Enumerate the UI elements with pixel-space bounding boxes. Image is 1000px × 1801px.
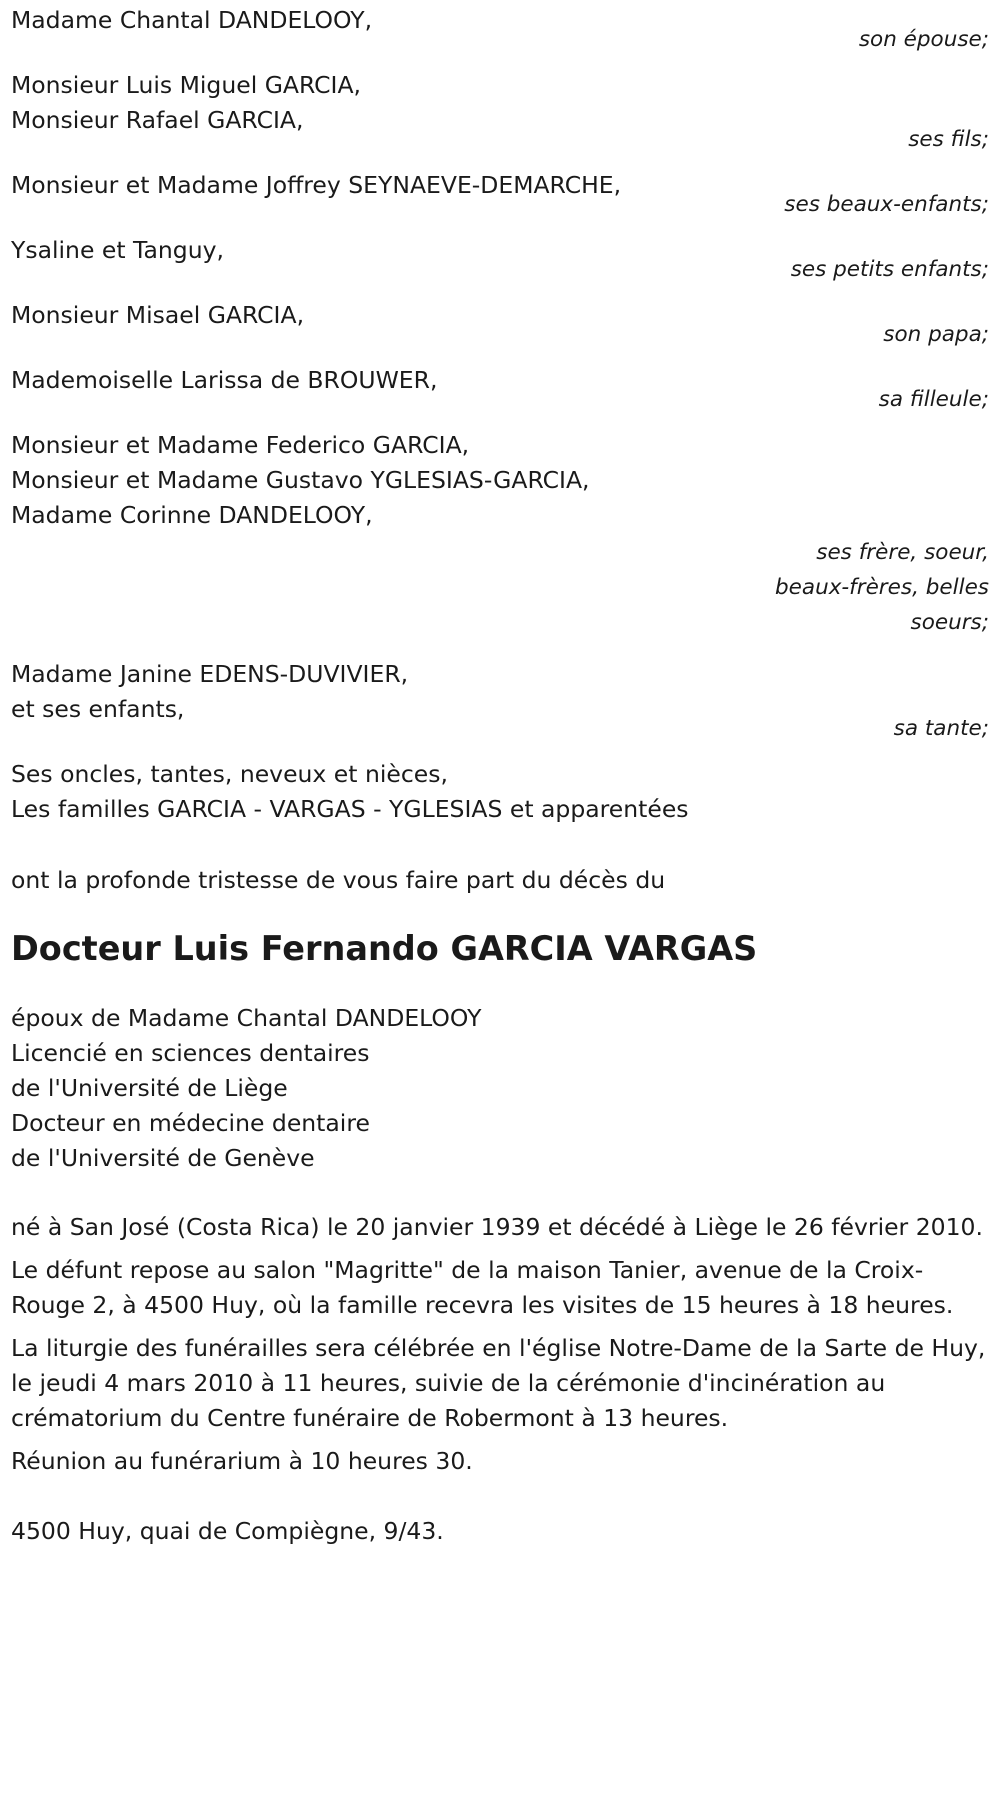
relation-label: ses beaux-enfants;: [784, 192, 989, 217]
title-line: époux de Madame Chantal DANDELOOY: [11, 1004, 482, 1032]
funeral-paragraph: La liturgie des funérailles sera célébrée en l'église Notre-Dame de la Sarte de Huy, le jeudi 4 mars 2010 à 11 heures, suivie de la cérémonie d'incinération au crématorium du Centre funéraire de Robermont à 13 heures.: [11, 1334, 986, 1432]
relation-label: ses petits enfants;: [790, 257, 989, 282]
extended-family-line: Les familles GARCIA - VARGAS - YGLESIAS et apparentées: [11, 795, 689, 823]
extended-family-line: Ses oncles, tantes, neveux et nièces,: [11, 760, 448, 788]
family-name: Ysaline et Tanguy,: [11, 236, 224, 264]
family-name: Monsieur Luis Miguel GARCIA,: [11, 71, 362, 99]
family-group-in-laws-children: [11, 165, 989, 225]
relation-label: son papa;: [883, 322, 989, 347]
family-name: Madame Chantal DANDELOOY,: [11, 6, 373, 34]
family-group-father: [11, 295, 989, 355]
relation-label: ses fils;: [908, 127, 989, 152]
family-group-siblings: [11, 425, 989, 643]
family-name: Monsieur et Madame Joffrey SEYNAEVE-DEMARCHE,: [11, 171, 622, 199]
family-name: Monsieur Misael GARCIA,: [11, 301, 305, 329]
family-group-goddaughter: [11, 360, 989, 420]
gathering-paragraph: Réunion au funérarium à 10 heures 30.: [11, 1447, 473, 1475]
family-group-aunt: [11, 654, 989, 749]
relation-label: son épouse;: [858, 27, 989, 52]
birth-death-paragraph: né à San José (Costa Rica) le 20 janvier 1939 et décédé à Liège le 26 février 2010.: [11, 1213, 983, 1241]
title-line: de l'Université de Liège: [11, 1074, 288, 1102]
relation-label: beaux-frères, belles: [775, 575, 989, 600]
title-line: Licencié en sciences dentaires: [11, 1039, 370, 1067]
relation-label: sa tante;: [893, 716, 989, 741]
family-name: Madame Janine EDENS-DUVIVIER,: [11, 660, 409, 688]
relation-label: ses frère, soeur,: [816, 540, 989, 565]
family-name: Mademoiselle Larissa de BROUWER,: [11, 366, 438, 394]
viewing-paragraph: Le défunt repose au salon "Magritte" de la maison Tanier, avenue de la Croix-Rouge 2, à 4500 Huy, où la famille recevra les visites de 15 heures à 18 heures.: [11, 1256, 954, 1319]
family-group-sons: [11, 65, 989, 160]
deceased-titles: [11, 998, 989, 1178]
deceased-name: Docteur Luis Fernando GARCIA VARGAS: [11, 929, 758, 968]
family-name: Monsieur Rafael GARCIA,: [11, 106, 304, 134]
family-group-spouse: [11, 0, 989, 60]
address-text: 4500 Huy, quai de Compiègne, 9/43.: [11, 1517, 444, 1545]
relation-label: sa filleule;: [878, 387, 989, 412]
family-name: et ses enfants,: [11, 695, 185, 723]
obituary-document: [11, 0, 989, 1551]
family-name: Madame Corinne DANDELOOY,: [11, 501, 373, 529]
title-line: Docteur en médecine dentaire: [11, 1109, 370, 1137]
title-line: de l'Université de Genève: [11, 1144, 315, 1172]
announcement-text: ont la profonde tristesse de vous faire part du décès du: [11, 866, 666, 894]
family-group-grandchildren: [11, 230, 989, 290]
relation-label: soeurs;: [910, 610, 989, 635]
family-name: Monsieur et Madame Gustavo YGLESIAS-GARCIA,: [11, 466, 590, 494]
family-name: Monsieur et Madame Federico GARCIA,: [11, 431, 470, 459]
extended-family: [11, 754, 989, 829]
